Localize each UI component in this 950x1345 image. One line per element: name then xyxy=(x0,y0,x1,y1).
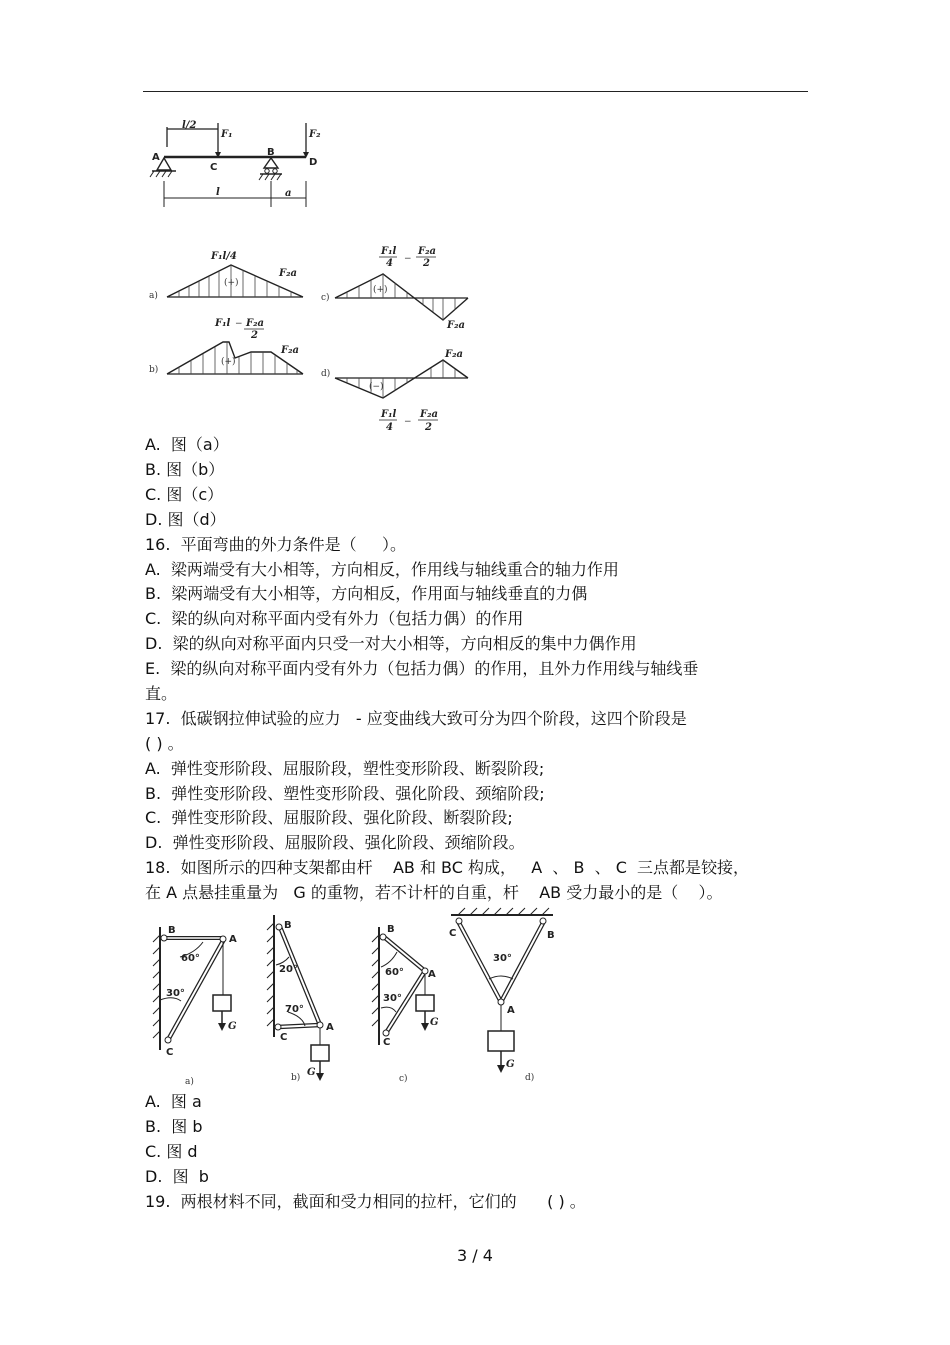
bracket-c-tag: c) xyxy=(399,1074,408,1084)
beam-label-l-half: l/2 xyxy=(182,120,197,131)
bracket-b-A: A xyxy=(326,1022,334,1033)
bracket-a-60: 60° xyxy=(181,953,200,964)
moment-a-end: F₂a xyxy=(279,268,297,279)
bracket-a xyxy=(153,925,237,1087)
q15-option-a: A. 图（a） xyxy=(145,435,229,454)
bracket-a-B: B xyxy=(168,925,176,936)
bracket-a-A: A xyxy=(229,934,237,945)
moment-a-sign: (+) xyxy=(224,278,239,288)
q17-option-b: B. 弹性变形阶段、塑性变形阶段、强化阶段、颈缩阶段; xyxy=(145,784,545,803)
beam-label-F2: F₂ xyxy=(309,129,321,140)
bracket-a-tag: a) xyxy=(185,1077,194,1087)
moment-c-sign: (+) xyxy=(373,285,388,295)
q18-stem-cont: 在 A 点悬挂重量为 G 的重物，若不计杆的自重，杆 AB 受力最小的是（ ）。 xyxy=(145,883,723,902)
bracket-d-tag: d) xyxy=(525,1073,535,1083)
svg-text:−: − xyxy=(235,319,243,329)
moment-b-sign: (+) xyxy=(221,357,236,367)
moment-c-den-left: 4 xyxy=(386,258,393,269)
beam-label-B: B xyxy=(267,147,275,158)
bracket-d-B: B xyxy=(547,930,555,941)
q17-stem-cont: ( ) 。 xyxy=(145,734,184,753)
q16-option-a: A. 梁两端受有大小相等，方向相反，作用线与轴线重合的轴力作用 xyxy=(145,560,619,579)
q16-stem: 16. 平面弯曲的外力条件是（ ）。 xyxy=(145,535,407,554)
bracket-a-G: G xyxy=(228,1021,237,1032)
bracket-c-60: 60° xyxy=(385,967,404,978)
q15-option-c: C. 图（c） xyxy=(145,485,224,504)
bracket-d-G: G xyxy=(506,1059,515,1070)
page-number: 3 / 4 xyxy=(457,1246,493,1265)
bracket-b-70: 70° xyxy=(285,1004,304,1015)
q16-option-d: D. 梁的纵向对称平面内只受一对大小相等，方向相反的集中力偶作用 xyxy=(145,634,637,653)
svg-text:−: − xyxy=(404,254,412,264)
moment-d-num-left: F₁l xyxy=(381,409,397,420)
q19-stem: 19. 两根材料不同，截面和受力相同的拉杆，它们的 ( ) 。 xyxy=(145,1192,586,1211)
moment-d-end: F₂a xyxy=(445,349,463,360)
bracket-d-A: A xyxy=(507,1005,515,1016)
q17-option-c: C. 弹性变形阶段、屈服阶段、强化阶段、断裂阶段; xyxy=(145,808,513,827)
header-rule xyxy=(143,91,808,92)
bracket-c-B: B xyxy=(387,924,395,935)
beam-label-C: C xyxy=(210,162,218,173)
q17-option-d: D. 弹性变形阶段、屈服阶段、强化阶段、颈缩阶段。 xyxy=(145,833,525,852)
beam-figure xyxy=(140,115,340,215)
moment-diagrams-figure xyxy=(143,240,483,435)
beam-label-a: a xyxy=(285,188,292,199)
bracket-a-30: 30° xyxy=(166,988,185,999)
q16-option-c: C. 梁的纵向对称平面内受有外力（包括力偶）的作用 xyxy=(145,609,524,628)
bracket-a-C: C xyxy=(166,1047,174,1058)
bracket-b xyxy=(267,915,334,1083)
q18-option-d: D. 图 b xyxy=(145,1167,209,1186)
moment-d-num-right: F₂a xyxy=(420,409,438,420)
moment-b-tag: b) xyxy=(149,365,159,375)
q16-option-e-cont: 直。 xyxy=(145,684,178,703)
q18-option-a: A. 图 a xyxy=(145,1092,202,1111)
moment-c-num-left: F₁l xyxy=(381,246,397,257)
moment-d-tag: d) xyxy=(321,369,331,379)
moment-d-den-right: 2 xyxy=(425,422,432,433)
moment-d-sign: (−) xyxy=(369,382,384,392)
moment-c-num-right: F₂a xyxy=(418,246,436,257)
q18-option-c: C. 图 d xyxy=(145,1142,198,1161)
bracket-b-20: 20° xyxy=(279,964,298,975)
bracket-c-G: G xyxy=(430,1017,439,1028)
bracket-c-C: C xyxy=(383,1037,391,1048)
moment-a-tag: a) xyxy=(149,291,158,301)
beam-label-D: D xyxy=(309,157,318,168)
moment-b-num-right: F₂a xyxy=(246,318,264,329)
bracket-c-A: A xyxy=(428,969,436,980)
bracket-c-30: 30° xyxy=(383,993,402,1004)
q17-option-a: A. 弹性变形阶段、屈服阶段，塑性变形阶段、断裂阶段; xyxy=(145,759,545,778)
beam-label-l: l xyxy=(216,187,220,198)
moment-b-den-right: 2 xyxy=(251,330,258,341)
q17-stem: 17. 低碳钢拉伸试验的应力 - 应变曲线大致可分为四个阶段，这四个阶段是 xyxy=(145,709,687,728)
bracket-d xyxy=(449,908,555,1083)
moment-b-num-left: F₁l xyxy=(215,318,231,329)
moment-b-end: F₂a xyxy=(281,345,299,356)
q15-option-d: D. 图（d） xyxy=(145,510,226,529)
bracket-c xyxy=(372,924,439,1084)
moment-c-tag: c) xyxy=(321,293,330,303)
bracket-b-C: C xyxy=(280,1032,288,1043)
beam-label-F1: F₁ xyxy=(221,129,233,140)
bracket-b-G: G xyxy=(307,1067,316,1078)
moment-d-den-left: 4 xyxy=(386,422,393,433)
moment-c-den-right: 2 xyxy=(423,258,430,269)
bracket-b-tag: b) xyxy=(291,1073,301,1083)
beam-label-A: A xyxy=(152,152,160,163)
q18-option-b: B. 图 b xyxy=(145,1117,203,1136)
q16-option-b: B. 梁两端受有大小相等，方向相反，作用面与轴线垂直的力偶 xyxy=(145,584,588,603)
q18-stem: 18. 如图所示的四种支架都由杆 AB 和 BC 构成， A 、 B 、 C 三点都是铰接， xyxy=(145,858,750,877)
bracket-b-B: B xyxy=(284,920,292,931)
moment-c-end: F₂a xyxy=(447,320,465,331)
bracket-figure xyxy=(143,905,573,1095)
moment-a-peak: F₁l/4 xyxy=(211,251,237,262)
bracket-d-C: C xyxy=(449,928,457,939)
q15-option-b: B. 图（b） xyxy=(145,460,225,479)
q16-option-e: E. 梁的纵向对称平面内受有外力（包括力偶）的作用，且外力作用线与轴线垂 xyxy=(145,659,699,678)
bracket-d-30: 30° xyxy=(493,953,512,964)
svg-text:−: − xyxy=(404,417,412,427)
